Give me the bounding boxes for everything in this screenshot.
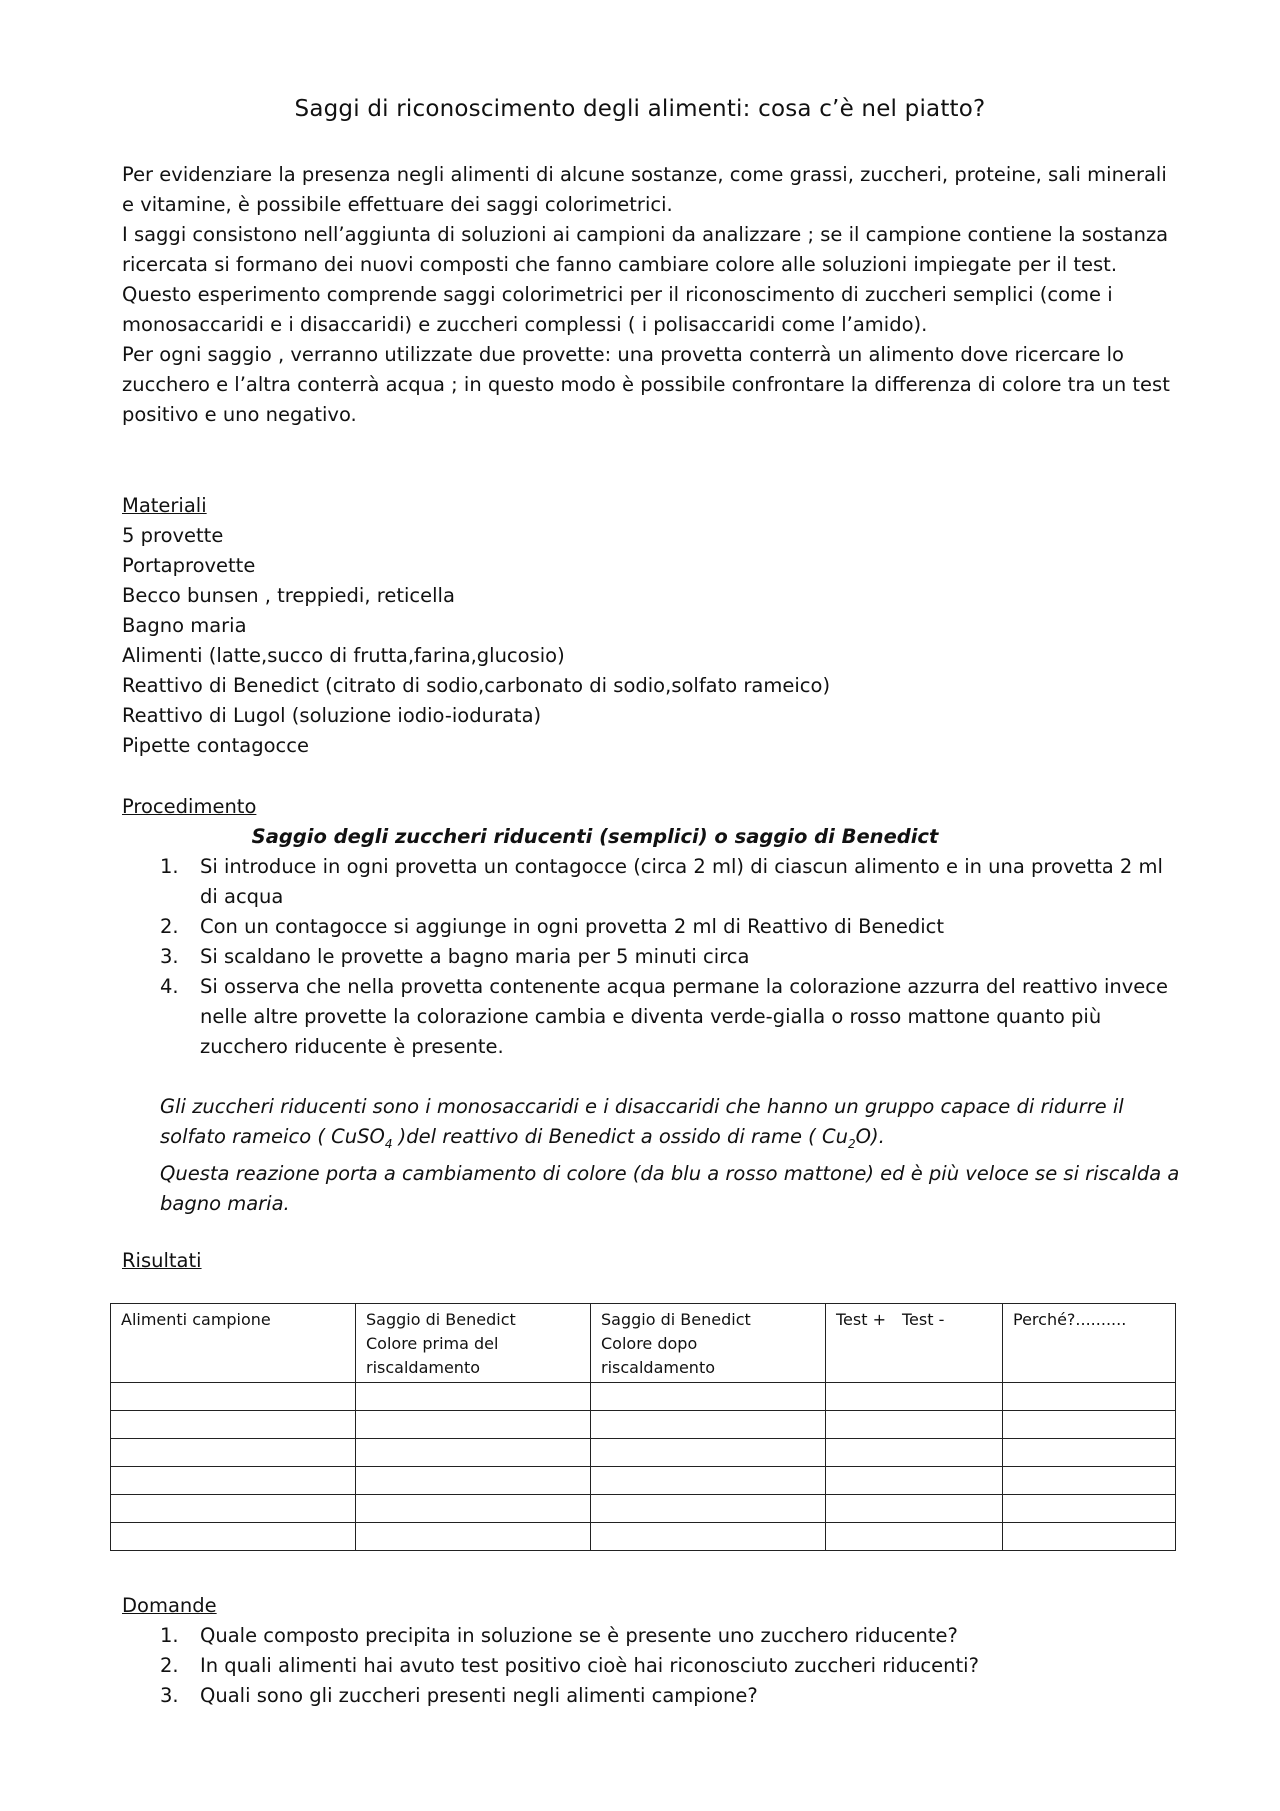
list-item: Alimenti (latte,succo di frutta,farina,glucosio) [122, 644, 565, 667]
question-number: 3. [160, 1684, 179, 1707]
question-text: Quale composto precipita in soluzione se è presente uno zucchero riducente? [200, 1624, 958, 1647]
italic-note [160, 1092, 1180, 1219]
table-row [111, 1467, 1176, 1495]
materials-heading: Materiali [122, 494, 207, 517]
step-text: Si scaldano le provette a bagno maria per 5 minuti circa [200, 945, 750, 968]
question-text: Quali sono gli zuccheri presenti negli alimenti campione? [200, 1684, 758, 1707]
table-row [111, 1439, 1176, 1467]
list-item [122, 912, 1182, 942]
list-item: 5 provette [122, 524, 224, 547]
question-number: 1. [160, 1624, 179, 1647]
intro-paragraph: Questo esperimento comprende saggi colorimetrici per il riconoscimento di zuccheri semplici (come i monosaccaridi e i disaccaridi) e zuccheri complessi ( i polisaccaridi come l’amido). [122, 283, 1113, 336]
step-number: 1. [160, 855, 179, 878]
step-number: 2. [160, 915, 179, 938]
step-text: Si introduce in ogni provetta un contagocce (circa 2 ml) di ciascun alimento e in una provetta 2 ml di acqua [200, 855, 1163, 908]
list-item [122, 1621, 1182, 1651]
materials-list [122, 521, 830, 761]
list-item: Portaprovette [122, 554, 256, 577]
list-item: Becco bunsen , treppiedi, reticella [122, 584, 455, 607]
list-item [122, 942, 1182, 972]
intro-paragraph: Per ogni saggio , verranno utilizzate due provette: una provetta conterrà un alimento dove ricercare lo zucchero e l’altra conterrà acqua ; in questo modo è possibile confrontare la differenza di colore tra un test positivo e uno negativo. [122, 343, 1170, 426]
table-row [111, 1495, 1176, 1523]
results-heading: Risultati [122, 1249, 202, 1272]
list-item: Reattivo di Benedict (citrato di sodio,carbonato di sodio,solfato rameico) [122, 674, 831, 697]
step-text: Si osserva che nella provetta contenente acqua permane la colorazione azzurra del reattivo invece nelle altre provette la colorazione cambia e diventa verde-gialla o rosso mattone quanto più zucchero riducente è presente. [200, 975, 1168, 1058]
table-header-row [111, 1304, 1176, 1383]
question-number: 2. [160, 1654, 179, 1677]
questions-list [122, 1621, 1182, 1711]
questions-heading: Domande [122, 1594, 217, 1617]
procedure-subtitle: Saggio degli zuccheri riducenti (semplici) o saggio di Benedict [251, 825, 939, 848]
table-row [111, 1383, 1176, 1411]
question-text: In quali alimenti hai avuto test positivo cioè hai riconosciuto zuccheri riducenti? [200, 1654, 979, 1677]
header-test: Test + Test - [826, 1304, 1003, 1383]
header-colore-prima: Saggio di Benedict Colore prima del riscaldamento [356, 1304, 591, 1383]
table-row [111, 1523, 1176, 1551]
note-paragraph: Questa reazione porta a cambiamento di colore (da blu a rosso mattone) ed è più veloce se si riscalda a bagno maria. [160, 1161, 1180, 1215]
list-item [122, 1681, 1182, 1711]
header-colore-dopo: Saggio di Benedict Colore dopo riscaldamento [591, 1304, 826, 1383]
intro-paragraph: I saggi consistono nell’aggiunta di soluzioni ai campioni da analizzare ; se il campione contiene la sostanza ricercata si formano dei nuovi composti che fanno cambiare colore alle soluzioni impiegate per il test. [122, 223, 1169, 276]
list-item: Reattivo di Lugol (soluzione iodio-iodurata) [122, 704, 542, 727]
list-item [122, 852, 1182, 912]
list-item: Bagno maria [122, 614, 247, 637]
document-title: Saggi di riconoscimento degli alimenti: cosa c’è nel piatto? [294, 96, 986, 122]
step-text: Con un contagocce si aggiunge in ogni provetta 2 ml di Reattivo di Benedict [200, 915, 944, 938]
table-row [111, 1411, 1176, 1439]
header-alimenti-campione: Alimenti campione [111, 1304, 356, 1383]
step-number: 3. [160, 945, 179, 968]
list-item [122, 1651, 1182, 1681]
procedure-heading: Procedimento [122, 795, 257, 818]
intro-paragraph: Per evidenziare la presenza negli alimenti di alcune sostanze, come grassi, zuccheri, proteine, sali minerali e vitamine, è possibile effettuare dei saggi colorimetrici. [122, 163, 1167, 216]
intro-section [122, 160, 1182, 430]
step-number: 4. [160, 975, 179, 998]
header-perche: Perché?.......... [1003, 1304, 1176, 1383]
list-item: Pipette contagocce [122, 734, 309, 757]
note-paragraph: Gli zuccheri riducenti sono i monosaccaridi e i disaccaridi che hanno un gruppo capace di ridurre il solfato rameico ( CuSO$_4$ )del reattivo di Benedict a ossido di rame ( $Cu_2O$). [160, 1095, 1124, 1151]
results-table [110, 1303, 1176, 1551]
procedure-steps [122, 852, 1182, 1062]
list-item [122, 972, 1182, 1062]
